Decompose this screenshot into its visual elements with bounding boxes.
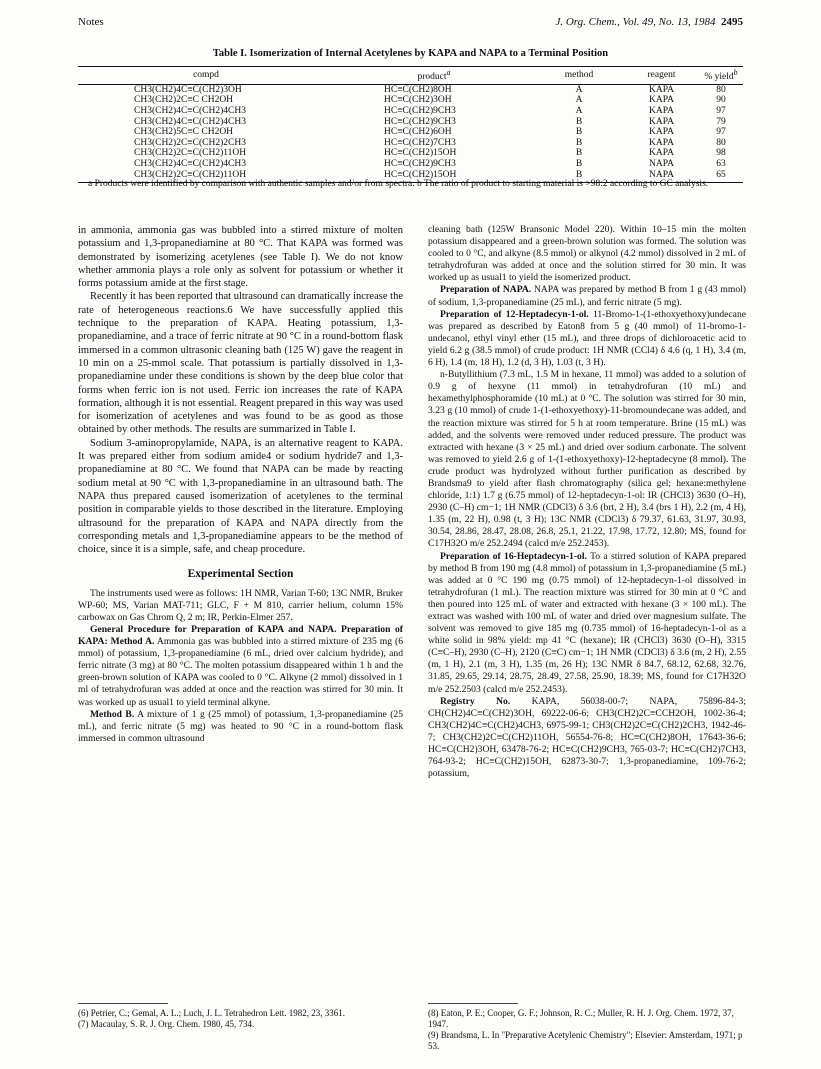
footnote-rule — [78, 1003, 168, 1004]
paragraph: in ammonia, ammonia gas was bubbled into a stirred mixture of molten potassium and 1,3-propanediamine at 80 °C. That KAPA was formed was demonstrated by isomerizing acetylenes (see Table I). We do not know whether ammonia plays a role only as solvent for potassium or whether it forms potassium amide at the first stage. — [78, 225, 403, 290]
footnote: (8) Eaton, P. E.; Cooper, G. F.; Johnson, R. C.; Muller, R. H. J. Org. Chem. 1972, 37, 1947. — [428, 1008, 734, 1029]
paragraph-text: Ammonia gas was bubbled into a stirred mixture of 235 mg (6 mmol) of potassium, 1,3-propanediamine (6 mL, dried over calcium hydride), and ferric nitrate (3 mg) at 80 °C. The molten potassium disappeared within 1 h and the green-brown solution of KAPA was cooled to 0 °C. Alkyne (2 mmol) dissolved in 1 ml of tetrahydrofuran was added at once and the reaction was stirred for 30 min. It was worked up as usual1 to yield terminal alkyne. — [78, 636, 404, 708]
journal-citation — [555, 16, 743, 28]
cell-yield: 79 — [716, 116, 726, 127]
isomerization-table — [78, 66, 743, 183]
run-in-heading: Method B. — [90, 708, 135, 720]
cell-reagent: KAPA — [649, 84, 674, 95]
run-in-heading: Preparation of 12-Heptadecyn-1-ol. — [440, 308, 589, 320]
cell-product: HC≡C(CH2)8OH — [384, 84, 452, 95]
cell-yield: 80 — [716, 137, 726, 148]
cell-method: B — [575, 127, 583, 138]
paragraph-text: KAPA, 56038-00-7; NAPA, 75896-84-3; CH(CH2)4C≡C(CH2)3OH, 69222-06-6; CH3(CH2)2C≡CCH2OH, 1002-36-4; CH3(CH2)4C≡C(CH2)4CH3, 6975-99-1; CH3(CH2)2C≡C(CH2)2CH3, 1942-46-7; CH3(CH2)2C≡C(CH2)11OH, 56554-76-8; HC≡C(CH2)8OH, 17643-36-6; HC≡C(CH2)3OH, 63478-76-2; HC≡C(CH2)9CH3, 765-03-7; HC≡C(CH2)7CH3, 764-93-2; HC≡C(CH2)15OH, 62873-30-7; 1,3-propanediamine, 109-76-2; potassium, — [428, 695, 747, 780]
cell-method: B — [575, 137, 583, 148]
paragraph-text: A mixture of 1 g (25 mmol) of potassium, 1,3-propanediamine (25 mL), and ferric nitrate (5 mg) was heated to 90 °C in a round-bottom flask immersed in common ultrasound — [78, 708, 404, 744]
cell-reagent: KAPA — [649, 105, 674, 116]
col-header-yield-text: % yield — [704, 72, 734, 83]
table-row — [78, 106, 743, 117]
table-caption: Table I. Isomerization of Internal Acetylenes by KAPA and NAPA to a Terminal Position — [212, 48, 609, 59]
cell-compd: CH3(CH2)5C≡C CH2OH — [134, 127, 234, 138]
cell-method: A — [575, 84, 583, 95]
cell-product: HC≡C(CH2)9CH3 — [384, 158, 456, 169]
footnote: (7) Macaulay, S. R. J. Org. Chem. 1980, 45, 734. — [78, 1019, 255, 1029]
cell-compd: CH3(CH2)4C≡C(CH2)4CH3 — [134, 116, 246, 127]
paragraph — [428, 551, 746, 696]
col-header-compd: compd — [78, 67, 334, 85]
paragraph — [428, 309, 746, 369]
cell-compd: CH3(CH2)2C≡C(CH2)2CH3 — [134, 137, 246, 148]
paragraph — [428, 284, 746, 308]
cell-compd: CH3(CH2)4C≡C(CH2)4CH3 — [134, 105, 246, 116]
cell-product: HC≡C(CH2)15OH — [334, 170, 534, 183]
cell-compd: CH3(CH2)4C≡C(CH2)4CH3 — [134, 158, 246, 169]
cell-compd: CH3(CH2)4C≡C(CH2)3OH — [134, 84, 242, 95]
paragraph: Sodium 3-aminopropylamide, NAPA, is an alternative reagent to KAPA. It was prepared either from sodium amide4 or sodium hydride7 and 1,3-propanediamine at 80 °C. We found that NAPA can be made by reacting sodium metal at 90 °C with 1,3-propanediamine in an ultrasound bath. The NAPA thus prepared caused isomerization of acetylenes to the terminal position in comparable yields to those described in the literature. Employing ultrasound for the preparation of KAPA and NAPA directly from the corresponding metals and 1,3-propanediamine appears to be the method of choice, since it is a simple, safe, and cheap procedure. — [78, 437, 403, 556]
table-body — [78, 84, 743, 182]
cell-compd: CH3(CH2)2C≡C(CH2)11OH — [78, 170, 334, 183]
cell-yield: 65 — [699, 170, 743, 183]
cell-yield: 97 — [716, 105, 726, 116]
paragraph: cleaning bath (125W Bransonic Model 220). Within 10–15 min the molten potassium disappeared and a green-brown solution was formed. The solution was cooled to 0 °C, and alkyne (8.5 mmol) or alkynol (4.2 mmol) dissolved in 2 mL of tetrahydrofuran was added at once and the solution stirred for 30 min. It was worked up as usual1 to yield the isomerized product. — [428, 224, 746, 284]
cell-product: HC≡C(CH2)9CH3 — [384, 116, 456, 127]
cell-method: B — [575, 148, 583, 159]
cell-reagent: KAPA — [649, 116, 674, 127]
paragraph-text: To a stirred solution of KAPA prepared by method B from 190 mg (4.8 mmol) of potassium in 1,3-propanediamine (5 mL) was added at 0 °C 190 mg (0.75 mmol) of 12-heptadecyn-1-ol dissolved in tetrahydrofuran (1 mL). The reaction mixture was stirred for 30 min at 0 °C and then poured into 125 mL of water and extracted with hexane (3 × 100 mL). The extract was washed with 100 mL of water and dried over magnesium sulfate. The solvent was removed to give 185 mg (0.735 mmol) of 16-heptadecyn-1-ol as a white solid in 98% yield: mp 41 °C (hexane); IR (CHCl3) 3630 (O–H), 3315 (C≡C–H), 2930 (C–H), 2120 (C≡C) cm−1; 1H NMR (CDCl3) δ 3.6 (m, 2 H), 2.55 (m, 1 H), 2.1 (m, 3 H), 1.35 (m, 26 H); 13C NMR δ 84.7, 68.12, 62.68, 32.76, 31.85, 29.65, 29.14, 28.75, 28.49, 27.58, 25.90, 18.39; MS, found for C17H32O m/e 252.2503 (calcd m/e 252.2453). — [428, 550, 747, 695]
paragraph — [78, 709, 403, 745]
cell-reagent: NAPA — [624, 170, 699, 183]
table-row — [78, 159, 743, 170]
col-header-method: method — [534, 67, 624, 85]
cell-yield: 97 — [716, 127, 726, 138]
run-in-heading: General Procedure for Preparation of KAPA and NAPA. Preparation of KAPA: Method A. — [78, 624, 403, 648]
cell-method: B — [575, 158, 583, 169]
paragraph: n-Butyllithium (7.3 mL, 1.5 M in hexane, 11 mmol) was added to a solution of 0.9 g of hexyne (11 mmol) in tetrahydrofuran (10 mL) and hexamethylphosphoramide (10 mL) at 0 °C. The solution was stirred for 30 min, 3.23 g (10 mmol) of crude 1-(1-ethoxyethoxy)-11-bromoundecane was added, and the reaction mixture was stirred for 5 h at room temperature. Brine (15 mL) was added, and the solvents were removed under reduced pressure. The product was extracted with hexane (3 × 25 mL) and dried over sodium carbonate. The solvent was removed to yield 2.6 g of 1-(1-ethoxyethoxy)-12-heptadecyne (8 mmol). The crude product was hydrolyzed without further purification as described by Brandsma9 to yield after flash chromatography (silica gel; hexane:methylene chloride, 1:1) 1.7 g (6.75 mmol) of 12-heptadecyn-1-ol: IR (CHCl3) 3630 (O–H), 2930 (C–H) cm−1; 1H NMR (CDCl3) δ 3.6 (brt, 2 H), 3.4 (brs 1 H), 2.2 (m, 4 H), 1.35 (m, 22 H), 0.98 (t, 3 H); 13C NMR (CDCl3) δ 79.37, 61.63, 31.97, 30.93, 30.54, 28.86, 28.47, 28.08, 26.8, 25.1, 21.22, 17.98, 17.72, 12.80; MS, found for C17H32O m/e 252.2494 (calcd m/e 252.2453). — [428, 369, 746, 550]
table-header-row — [78, 67, 743, 85]
section-heading: Experimental Section — [187, 568, 294, 581]
left-column — [78, 224, 403, 745]
table-row — [78, 84, 743, 95]
table-row — [78, 127, 743, 138]
cell-product: HC≡C(CH2)9CH3 — [384, 105, 456, 116]
cell-yield: 63 — [716, 158, 726, 169]
table-row — [78, 138, 743, 149]
cell-yield: 90 — [716, 95, 726, 106]
section-label: Notes — [78, 16, 104, 28]
cell-product: HC≡C(CH2)7CH3 — [384, 137, 456, 148]
cell-product: HC≡C(CH2)15OH — [384, 148, 457, 159]
paragraph: The instruments used were as follows: 1H NMR, Varian T-60; 13C NMR, Bruker WP-60; MS, Varian MAT-711; GLC, F + M 810, carrier helium, column 15% carbowax on Gas Chrom Q, 2 m; IR, Perkin-Elmer 257. — [78, 587, 403, 623]
footnotes-left — [78, 1008, 403, 1030]
cell-yield: 80 — [716, 84, 726, 95]
paragraph-text: NAPA was prepared by method B from 1 g (43 mmol) of sodium, 1,3-propanediamine (25 mL), and ferric nitrate (5 mg). — [428, 284, 746, 308]
cell-reagent: KAPA — [649, 127, 674, 138]
cell-reagent: KAPA — [649, 137, 674, 148]
experimental-text — [78, 588, 403, 745]
cell-reagent: KAPA — [649, 95, 674, 106]
cell-reagent: NAPA — [649, 158, 674, 169]
cell-compd: CH3(CH2)2C≡C CH2OH — [134, 95, 234, 106]
page-number: 2495 — [721, 16, 743, 28]
col-header-reagent: reagent — [624, 67, 699, 85]
paragraph — [428, 696, 746, 781]
run-in-heading: Preparation of NAPA. — [440, 284, 532, 296]
cell-method: A — [575, 95, 583, 106]
cell-product: HC≡C(CH2)3OH — [384, 95, 452, 106]
cell-method: B — [575, 116, 583, 127]
col-header-yield: % yield$^b$ — [699, 67, 743, 85]
cell-product: HC≡C(CH2)6OH — [384, 127, 452, 138]
paragraph: Recently it has been reported that ultrasound can dramatically increase the rate of heterogeneous reactions.6 We have successfully applied this technique to the preparation of KAPA. Heating potassium, 1,3-propanediamine, and a trace of ferric nitrate at 90 °C in a round-bottom flask immersed in a common ultrasonic cleaning bath (125 W) gave the reagent in 10 min on a 25-mmol scale. That potassium is partially dissolved in 1,3-propanediamine under these conditions is shown by the deep blue color that forms when ferric ion is not used. Ferric ion increases the rate of KAPA formation, although it is not essential. Reagent prepared in this way was used for isomerization of acetylenes and was found to be as good as those obtained by other methods. The results are summarized in Table I. — [78, 291, 403, 436]
paragraph — [78, 624, 403, 709]
footnotes-right — [428, 1008, 746, 1052]
table-row — [78, 117, 743, 128]
col-header-product: product$^a$ — [334, 67, 534, 85]
cell-yield: 98 — [716, 148, 726, 159]
journal-name: J. Org. Chem., Vol. 49, No. 13, 1984 — [555, 16, 716, 28]
table-row — [78, 95, 743, 106]
footnote-rule — [428, 1003, 518, 1004]
right-column — [428, 224, 746, 780]
run-in-heading: Registry No. — [440, 695, 511, 707]
footnote: (9) Brandsma, L. In "Preparative Acetylenic Chemistry"; Elsevier: Amsterdam, 1971; p 53. — [428, 1030, 743, 1051]
cell-method: A — [575, 105, 583, 116]
run-in-heading: Preparation of 16-Heptadecyn-1-ol. — [440, 550, 587, 562]
col-header-product-text: product — [417, 72, 447, 83]
table-footnote: a Products were identified by comparison with authentic samples and/or from spectra. b The ratio of product to starting material is >98:2 according to GC analysis. — [88, 179, 709, 189]
table-row — [78, 148, 743, 159]
cell-method: B — [534, 170, 624, 183]
cell-compd: CH3(CH2)2C≡C(CH2)11OH — [134, 148, 247, 159]
footnote: (6) Petrier, C.; Gemal, A. L.; Luch, J. L. Tetrahedron Lett. 1982, 23, 3361. — [78, 1008, 346, 1018]
cell-reagent: KAPA — [649, 148, 674, 159]
paragraph-text: 11-Bromo-1-(1-ethoxyethoxy)undecane was prepared as described by Eaton8 from 5 g (40 mmol) of 11-bromo-1-undecanol, ethyl vinyl ether (15 mL), and three drops of dichloroacetic acid to yield 6.2 g (38.5 mmol) of crude product: 1H NMR (CCl4) δ 4.6 (q, 1 H), 3.4 (m, 6 H), 1.4 (m, 18 H), 1.2 (d, 3 H), 1.03 (t, 3 H). — [428, 308, 746, 369]
